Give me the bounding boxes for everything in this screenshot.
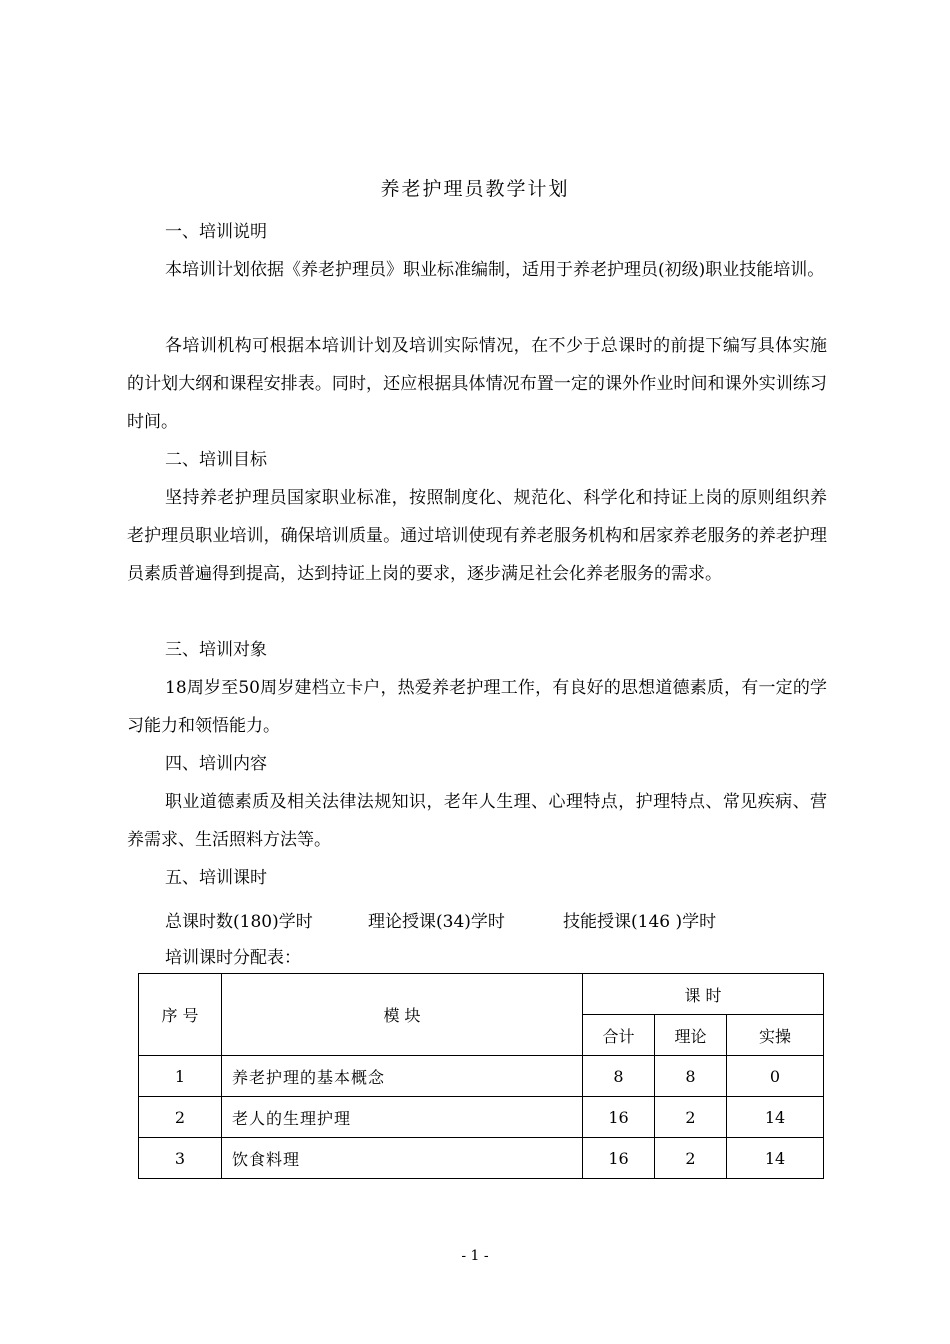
theory-hours: 理论授课(34)学时 [368, 912, 505, 932]
section-heading-4: 四、培训内容 [165, 754, 267, 774]
row-module: 老人的生理护理 [222, 1097, 583, 1138]
row-module: 养老护理的基本概念 [222, 1056, 583, 1097]
row-practice: 0 [727, 1056, 824, 1097]
row-subtotal: 16 [583, 1138, 655, 1179]
table-row [139, 1056, 824, 1097]
row-seq: 3 [139, 1138, 222, 1179]
paragraph: 各培训机构可根据本培训计划及培训实际情况，在不少于总课时的前提下编写具体实施的计划大纲和课程安排表。同时，还应根据具体情况布置一定的课外作业时间和课外实训练习时间。 [127, 336, 827, 432]
document-title: 养老护理员教学计划 [380, 178, 570, 200]
row-seq: 1 [139, 1056, 222, 1097]
paragraph: 本培训计划依据《养老护理员》职业标准编制，适用于养老护理员(初级)职业技能培训。 [165, 260, 825, 280]
row-theory: 8 [655, 1056, 727, 1097]
row-subtotal: 16 [583, 1097, 655, 1138]
row-seq: 2 [139, 1097, 222, 1138]
header-module: 模 块 [222, 974, 583, 1056]
row-theory: 2 [655, 1138, 727, 1179]
row-practice: 14 [727, 1138, 824, 1179]
row-module: 饮食料理 [222, 1138, 583, 1179]
table-caption: 培训课时分配表： [165, 948, 301, 968]
section-heading-2: 二、培训目标 [165, 450, 267, 470]
skill-hours: 技能授课(146 )学时 [563, 912, 717, 932]
header-seq: 序 号 [139, 974, 222, 1056]
page-number: - 1 - [461, 1248, 489, 1264]
header-hours-group: 课 时 [583, 974, 824, 1015]
section-heading-3: 三、培训对象 [165, 640, 267, 660]
hours-allocation-table [138, 973, 824, 1179]
row-practice: 14 [727, 1097, 824, 1138]
section-heading-1: 一、培训说明 [165, 222, 267, 242]
row-subtotal: 8 [583, 1056, 655, 1097]
header-practice: 实操 [727, 1015, 824, 1056]
paragraph: 坚持养老护理员国家职业标准，按照制度化、规范化、科学化和持证上岗的原则组织养老护理员职业培训，确保培训质量。通过培训使现有养老服务机构和居家养老服务的养老护理员素质普遍得到提高，达到持证上岗的要求，逐步满足社会化养老服务的需求。 [127, 488, 827, 584]
section-heading-5: 五、培训课时 [165, 868, 267, 888]
paragraph: 职业道德素质及相关法律法规知识，老年人生理、心理特点，护理特点、常见疾病、营养需求、生活照料方法等。 [127, 792, 827, 850]
paragraph: 18周岁至50周岁建档立卡户，热爱养老护理工作，有良好的思想道德素质，有一定的学习能力和领悟能力。 [127, 678, 827, 736]
table-row [139, 1097, 824, 1138]
table-header-row [139, 974, 824, 1015]
header-subtotal: 合计 [583, 1015, 655, 1056]
header-theory: 理论 [655, 1015, 727, 1056]
table-row [139, 1138, 824, 1179]
row-theory: 2 [655, 1097, 727, 1138]
total-hours: 总课时数(180)学时 [165, 912, 313, 932]
